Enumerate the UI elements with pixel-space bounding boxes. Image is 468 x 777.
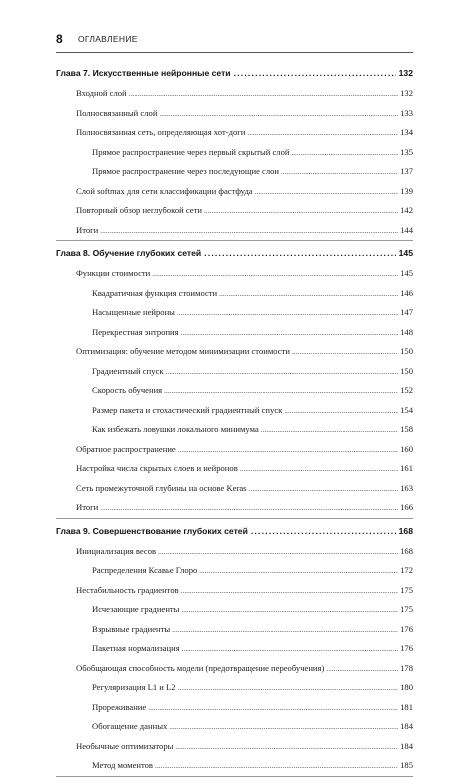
- entry-page: 184: [400, 740, 413, 751]
- entry-page: 185: [400, 760, 413, 770]
- dot-leader: [234, 65, 396, 81]
- entry-title: Прореживание: [92, 701, 147, 712]
- entry-title: Слой softmax для сети классификации фастфуда: [76, 185, 253, 196]
- dot-leader: [204, 245, 395, 261]
- running-head: ОГЛАВЛЕНИЕ: [78, 34, 138, 44]
- entry-title: Размер пакета и стохастический градиентный спуск: [92, 404, 283, 415]
- entry-page: 168: [400, 545, 413, 556]
- dot-leader: [182, 639, 398, 660]
- chapter-page: 132: [398, 68, 413, 78]
- toc-subentry[interactable]: [56, 401, 413, 421]
- entry-page: 161: [400, 463, 413, 473]
- toc-subentry[interactable]: [56, 561, 413, 581]
- entry-page: 176: [400, 643, 413, 653]
- dot-leader: [178, 678, 399, 699]
- dot-leader: [181, 581, 398, 602]
- entry-page: 150: [400, 346, 413, 356]
- dot-leader: [291, 143, 398, 164]
- toc-subentry[interactable]: [56, 284, 413, 304]
- chapter-section: [56, 523, 413, 777]
- chapter-section: [56, 245, 413, 519]
- toc-subentry[interactable]: [56, 303, 413, 323]
- entry-page: 180: [400, 682, 413, 692]
- dot-leader: [219, 284, 398, 305]
- entry-title: Скорость обучения: [92, 385, 163, 395]
- chapter-title: Глава 9. Совершенствование глубоких сетей: [56, 525, 248, 536]
- toc-entry[interactable]: [56, 84, 413, 104]
- entry-title: Необычные оптимизаторы: [76, 740, 174, 751]
- page-number: 8: [56, 32, 63, 46]
- entry-page: 178: [400, 662, 413, 673]
- entry-page: 144: [400, 224, 413, 235]
- chapter-page: 168: [398, 525, 413, 536]
- toc-entry[interactable]: [56, 201, 413, 221]
- toc-subentry[interactable]: [56, 381, 413, 401]
- dot-leader: [281, 162, 398, 183]
- toc-entry[interactable]: [56, 459, 413, 479]
- dot-leader: [158, 542, 398, 563]
- toc-subentry[interactable]: [56, 756, 413, 776]
- entry-page: 147: [400, 307, 413, 317]
- toc-subentry[interactable]: [56, 717, 413, 737]
- dot-leader: [204, 201, 398, 222]
- header-rule: [56, 52, 413, 53]
- toc-entry[interactable]: [56, 581, 413, 601]
- toc-entry[interactable]: [56, 479, 413, 499]
- entry-title: Обратное распространение: [76, 443, 176, 454]
- entry-page: 133: [400, 107, 413, 118]
- chapter-heading[interactable]: [56, 523, 413, 539]
- toc-subentry[interactable]: [56, 162, 413, 182]
- entry-page: 163: [400, 482, 413, 493]
- entry-title: Обогащение данных: [92, 721, 168, 731]
- toc-entry[interactable]: [56, 542, 413, 562]
- dot-leader: [181, 323, 399, 344]
- entry-page: 184: [400, 721, 413, 731]
- entry-title: Итоги: [76, 502, 99, 512]
- entry-page: 135: [400, 146, 413, 157]
- entry-title: Распределения Ксавье Глоро: [92, 565, 198, 575]
- toc-subentry[interactable]: [56, 600, 413, 620]
- dot-leader: [166, 362, 399, 383]
- entry-title: Перекрестная энтропия: [92, 326, 179, 337]
- toc-entry[interactable]: [56, 498, 413, 518]
- dot-leader: [129, 84, 398, 105]
- dot-leader: [159, 104, 398, 125]
- entry-page: 152: [400, 385, 413, 395]
- dot-leader: [100, 221, 398, 242]
- dot-leader: [152, 264, 398, 285]
- dot-leader: [148, 698, 398, 719]
- entry-title: Инициализация весов: [76, 545, 157, 556]
- dot-leader: [199, 561, 398, 582]
- dot-leader: [247, 123, 398, 144]
- entry-title: Функции стоимости: [76, 268, 151, 278]
- entry-page: 150: [400, 365, 413, 376]
- dot-leader: [155, 756, 398, 777]
- entry-title: Оптимизация: обучение методом минимизации стоимости: [76, 346, 290, 356]
- entry-page: 175: [400, 584, 413, 595]
- entry-title: Прямое распространение через последующие слои: [92, 166, 280, 176]
- entry-title: Прямое распространение через первый скрытый слой: [92, 146, 290, 157]
- toc-entry[interactable]: [56, 342, 413, 362]
- chapter-title: Глава 7. Искусственные нейронные сети: [56, 68, 231, 78]
- entry-page: 148: [400, 326, 413, 337]
- dot-leader: [100, 498, 398, 519]
- entry-page: 139: [400, 185, 413, 196]
- toc-subentry[interactable]: [56, 678, 413, 698]
- table-of-contents: [56, 65, 413, 777]
- entry-page: 181: [400, 701, 413, 712]
- entry-page: 137: [400, 166, 413, 176]
- entry-page: 134: [400, 127, 413, 137]
- chapter-section: [56, 65, 413, 241]
- entry-title: Полносвязанная сеть, определяющая хот-доги: [76, 127, 246, 137]
- entry-page: 154: [400, 404, 413, 415]
- dot-leader: [175, 737, 398, 758]
- entry-title: Квадратичная функция стоимости: [92, 287, 218, 298]
- entry-title: Как избежать ловушки локального минимума: [92, 424, 259, 434]
- entry-title: Входной слой: [76, 88, 127, 98]
- toc-subentry[interactable]: [56, 620, 413, 640]
- dot-leader: [177, 303, 398, 324]
- chapter-heading[interactable]: [56, 65, 413, 81]
- dot-leader: [164, 381, 398, 402]
- chapter-page: 145: [398, 248, 413, 258]
- dot-leader: [172, 620, 398, 641]
- dot-leader: [251, 523, 396, 539]
- dot-leader: [240, 459, 398, 480]
- toc-entry[interactable]: [56, 221, 413, 241]
- dot-leader: [178, 440, 398, 461]
- entry-title: Пакетная нормализация: [92, 643, 180, 653]
- chapter-heading[interactable]: [56, 245, 413, 261]
- toc-entry[interactable]: [56, 264, 413, 284]
- dot-leader: [181, 600, 398, 621]
- entry-title: Итоги: [76, 224, 99, 235]
- dot-leader: [284, 401, 398, 422]
- entry-title: Повторный обзор неглубокой сети: [76, 205, 202, 215]
- entry-page: 142: [400, 205, 413, 215]
- entry-title: Полносвязанный слой: [76, 107, 158, 118]
- dot-leader: [255, 182, 398, 203]
- toc-entry[interactable]: [56, 123, 413, 143]
- entry-page: 132: [400, 88, 413, 98]
- entry-title: Обобщающая способность модели (предотвращение переобучения): [76, 662, 325, 673]
- entry-title: Настройка числа скрытых слоев и нейронов: [76, 463, 238, 473]
- entry-title: Исчезающие градиенты: [92, 604, 180, 614]
- chapter-title: Глава 8. Обучение глубоких сетей: [56, 248, 202, 258]
- toc-subentry[interactable]: [56, 698, 413, 718]
- dot-leader: [249, 479, 399, 500]
- dot-leader: [326, 659, 398, 680]
- page-header: [56, 31, 413, 47]
- entry-page: 146: [400, 287, 413, 298]
- toc-entry[interactable]: [56, 737, 413, 757]
- toc-entry[interactable]: [56, 440, 413, 460]
- dot-leader: [292, 342, 398, 363]
- entry-title: Метод моментов: [92, 760, 153, 770]
- entry-title: Взрывные градиенты: [92, 623, 171, 634]
- entry-page: 160: [400, 443, 413, 454]
- toc-subentry[interactable]: [56, 420, 413, 440]
- entry-page: 175: [400, 604, 413, 614]
- dot-leader: [169, 717, 398, 738]
- toc-subentry[interactable]: [56, 362, 413, 382]
- entry-page: 176: [400, 623, 413, 634]
- entry-page: 166: [400, 502, 413, 512]
- entry-page: 172: [400, 565, 413, 575]
- toc-subentry[interactable]: [56, 639, 413, 659]
- entry-title: Градиентный спуск: [92, 365, 164, 376]
- entry-title: Регуляризация L1 и L2: [92, 682, 176, 692]
- toc-entry[interactable]: [56, 182, 413, 202]
- entry-title: Сеть промежуточной глубины на основе Keras: [76, 482, 247, 493]
- entry-title: Насыщенные нейроны: [92, 307, 175, 317]
- toc-entry[interactable]: [56, 659, 413, 679]
- entry-title: Нестабильность градиентов: [76, 584, 179, 595]
- toc-subentry[interactable]: [56, 323, 413, 343]
- toc-subentry[interactable]: [56, 143, 413, 163]
- entry-page: 145: [400, 268, 413, 278]
- dot-leader: [261, 420, 398, 441]
- toc-entry[interactable]: [56, 104, 413, 124]
- entry-page: 158: [400, 424, 413, 434]
